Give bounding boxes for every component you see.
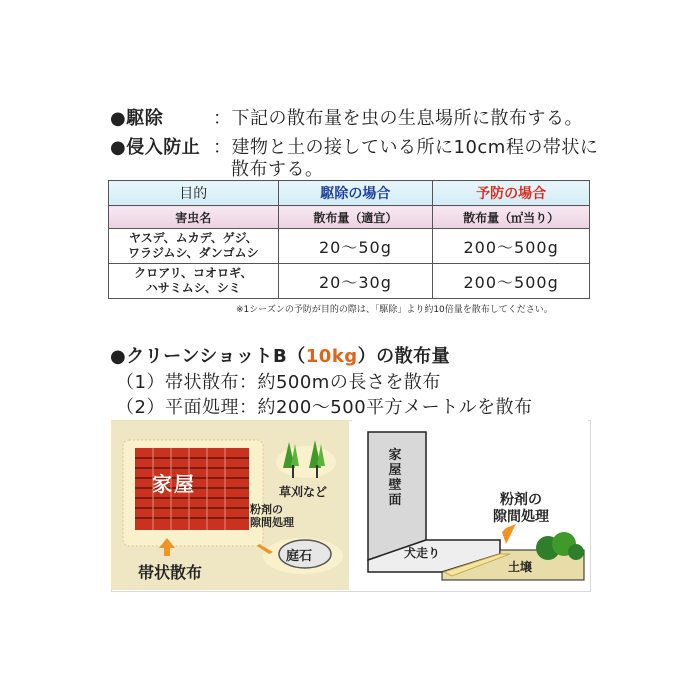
- weeding-label: 草刈など: [279, 485, 328, 499]
- product-weight: 10kg: [305, 346, 358, 367]
- house-label: 家屋: [152, 472, 196, 496]
- product-title-pre: ●クリーンショットB（: [110, 346, 306, 367]
- prevention-text: ：建物と土の接している所に10cm程の帯状に: [213, 137, 599, 158]
- intro-line-prevention: [110, 133, 598, 159]
- subheader-amount-m2: 散布量（㎡当り）: [433, 206, 590, 229]
- product-item-area: （2）平面処理：約200〜500平方メートルを散布: [116, 397, 533, 418]
- prevention-amount: 200〜500g: [433, 264, 590, 299]
- product-item-band: （1）帯状散布：約500mの長さを散布: [116, 372, 441, 393]
- gap-treatment-label: [250, 503, 294, 529]
- gap-treatment-label-right: [493, 492, 549, 526]
- pest-names: [109, 264, 279, 299]
- gap-label-line: 粉剤の: [250, 503, 283, 516]
- subheader-pest: 害虫名: [109, 206, 279, 229]
- table-row: [109, 264, 590, 299]
- header-extermination: 駆除の場合: [278, 181, 433, 206]
- pest-line: ハサミムシ、シミ: [145, 281, 241, 295]
- prevention-amount: 200〜500g: [433, 229, 590, 264]
- pest-line: クロアリ、コオロギ、: [134, 266, 253, 280]
- extermination-text: ：下記の散布量を虫の生息場所に散布する。: [213, 108, 583, 129]
- stone-label: 庭石: [286, 549, 313, 564]
- table-footnote: ※1シーズンの予防が目的の際は、「駆除」より約10倍量を散布してください。: [236, 305, 553, 315]
- subheader-amount-std: 散布量（適宜）: [278, 206, 433, 229]
- usage-table: [108, 180, 590, 299]
- soil-label: 土壌: [508, 560, 533, 574]
- wall-label: 家屋壁面: [388, 448, 402, 508]
- prevention-label: ●侵入防止: [110, 137, 201, 158]
- table-row: [109, 229, 590, 264]
- extermination-amount: 20〜30g: [278, 264, 433, 299]
- gap-label-line: 隙間処理: [250, 516, 294, 529]
- prevention-text-continued: 散布する。: [231, 159, 324, 180]
- pest-line: ワラジムシ、ダンゴムシ: [127, 246, 259, 260]
- pest-names: [109, 229, 279, 264]
- intro-line-extermination: [110, 104, 583, 130]
- product-title: [110, 342, 450, 368]
- table-subheader-row: [109, 206, 590, 229]
- walkway-label: 犬走り: [404, 546, 441, 560]
- header-prevention: 予防の場合: [433, 181, 590, 206]
- extermination-label: ●駆除: [110, 108, 164, 129]
- header-purpose: 目的: [109, 181, 279, 206]
- band-label: 帯状散布: [138, 563, 203, 582]
- extermination-amount: 20〜50g: [278, 229, 433, 264]
- product-title-post: ）の散布量: [357, 346, 451, 367]
- gap-label-line: 隙間処理: [493, 509, 549, 525]
- pest-line: ヤスデ、ムカデ、ゲジ、: [128, 231, 258, 245]
- gap-label-line: 粉剤の: [500, 492, 542, 508]
- table-header-row: [109, 181, 590, 206]
